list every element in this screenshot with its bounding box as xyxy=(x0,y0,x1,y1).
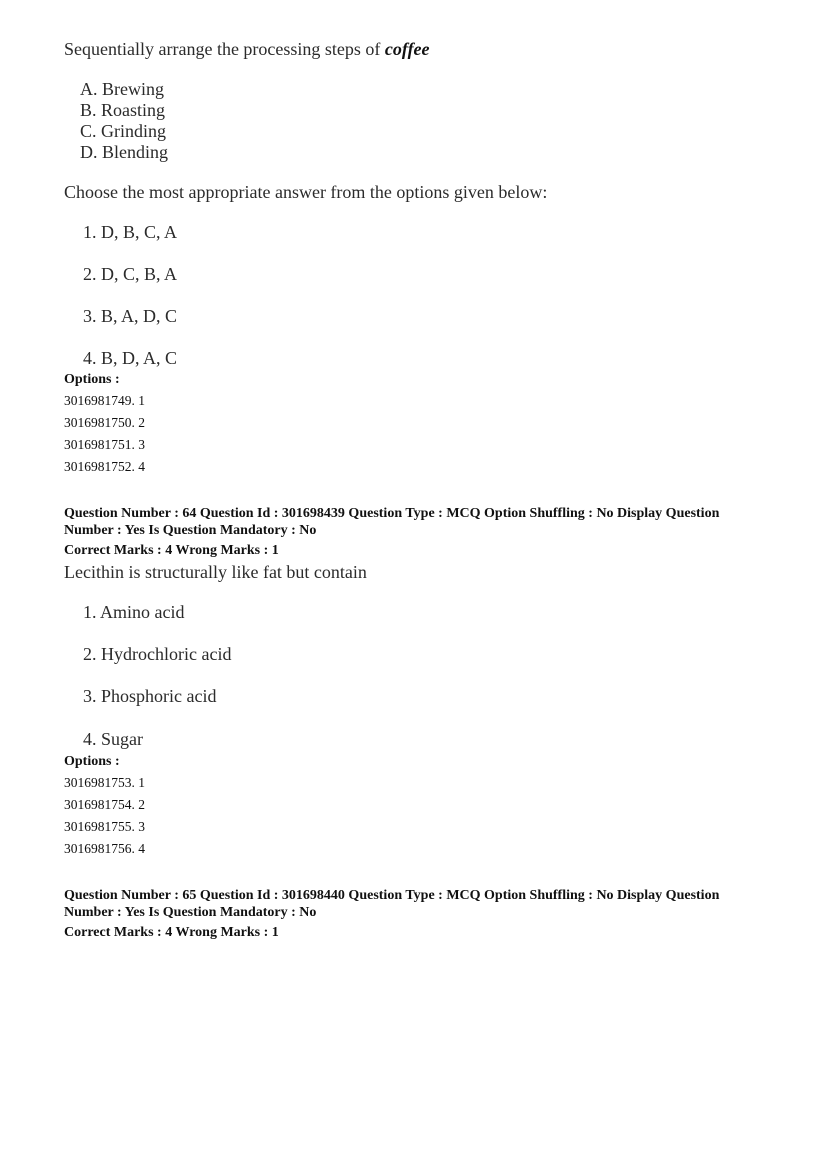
q65-meta-line1: Question Number : 65 Question Id : 301698440 Question Type : MCQ Option Shuffling : No Display Question xyxy=(64,888,720,903)
q63-answer-1: 1. D, B, C, A xyxy=(83,222,178,242)
q63-answer-4: 4. B, D, A, C xyxy=(83,348,178,368)
q63-option-id-2: 3016981750. 2 xyxy=(64,415,145,430)
question-63-text xyxy=(64,39,430,60)
q63-options-label: Options : xyxy=(64,372,120,387)
q64-answer-4: 4. Sugar xyxy=(83,729,143,749)
statement-d: D. Blending xyxy=(80,142,168,162)
q65-meta-line2: Number : Yes Is Question Mandatory : No xyxy=(64,905,317,920)
q63-answer-2: 2. D, C, B, A xyxy=(83,264,178,284)
q63-answer-3: 3. B, A, D, C xyxy=(83,306,178,326)
q63-option-id-1: 3016981749. 1 xyxy=(64,393,145,408)
question-64-text: Lecithin is structurally like fat but contain xyxy=(64,562,367,582)
q64-option-id-3: 3016981755. 3 xyxy=(64,819,145,834)
q64-options-label: Options : xyxy=(64,754,120,769)
q64-option-id-2: 3016981754. 2 xyxy=(64,797,145,812)
question-63-instruction: Choose the most appropriate answer from the options given below: xyxy=(64,182,548,202)
q64-answer-1: 1. Amino acid xyxy=(83,602,185,622)
q64-answer-3: 3. Phosphoric acid xyxy=(83,686,217,706)
q63-option-id-4: 3016981752. 4 xyxy=(64,459,145,474)
q63-option-id-3: 3016981751. 3 xyxy=(64,437,145,452)
q64-option-id-4: 3016981756. 4 xyxy=(64,841,145,856)
q64-option-id-1: 3016981753. 1 xyxy=(64,775,145,790)
q64-answer-2: 2. Hydrochloric acid xyxy=(83,644,232,664)
question-63-prefix: Sequentially arrange the processing steps of xyxy=(64,39,385,59)
statement-b: B. Roasting xyxy=(80,100,166,120)
question-63-emphasis: coffee xyxy=(384,39,430,59)
q64-meta-line1: Question Number : 64 Question Id : 301698439 Question Type : MCQ Option Shuffling : No Display Question xyxy=(64,506,720,521)
statement-c: C. Grinding xyxy=(80,121,167,141)
q64-marks: Correct Marks : 4 Wrong Marks : 1 xyxy=(64,543,279,558)
statement-a: A. Brewing xyxy=(80,79,164,99)
q65-marks: Correct Marks : 4 Wrong Marks : 1 xyxy=(64,925,279,940)
q64-meta-line2: Number : Yes Is Question Mandatory : No xyxy=(64,523,317,538)
